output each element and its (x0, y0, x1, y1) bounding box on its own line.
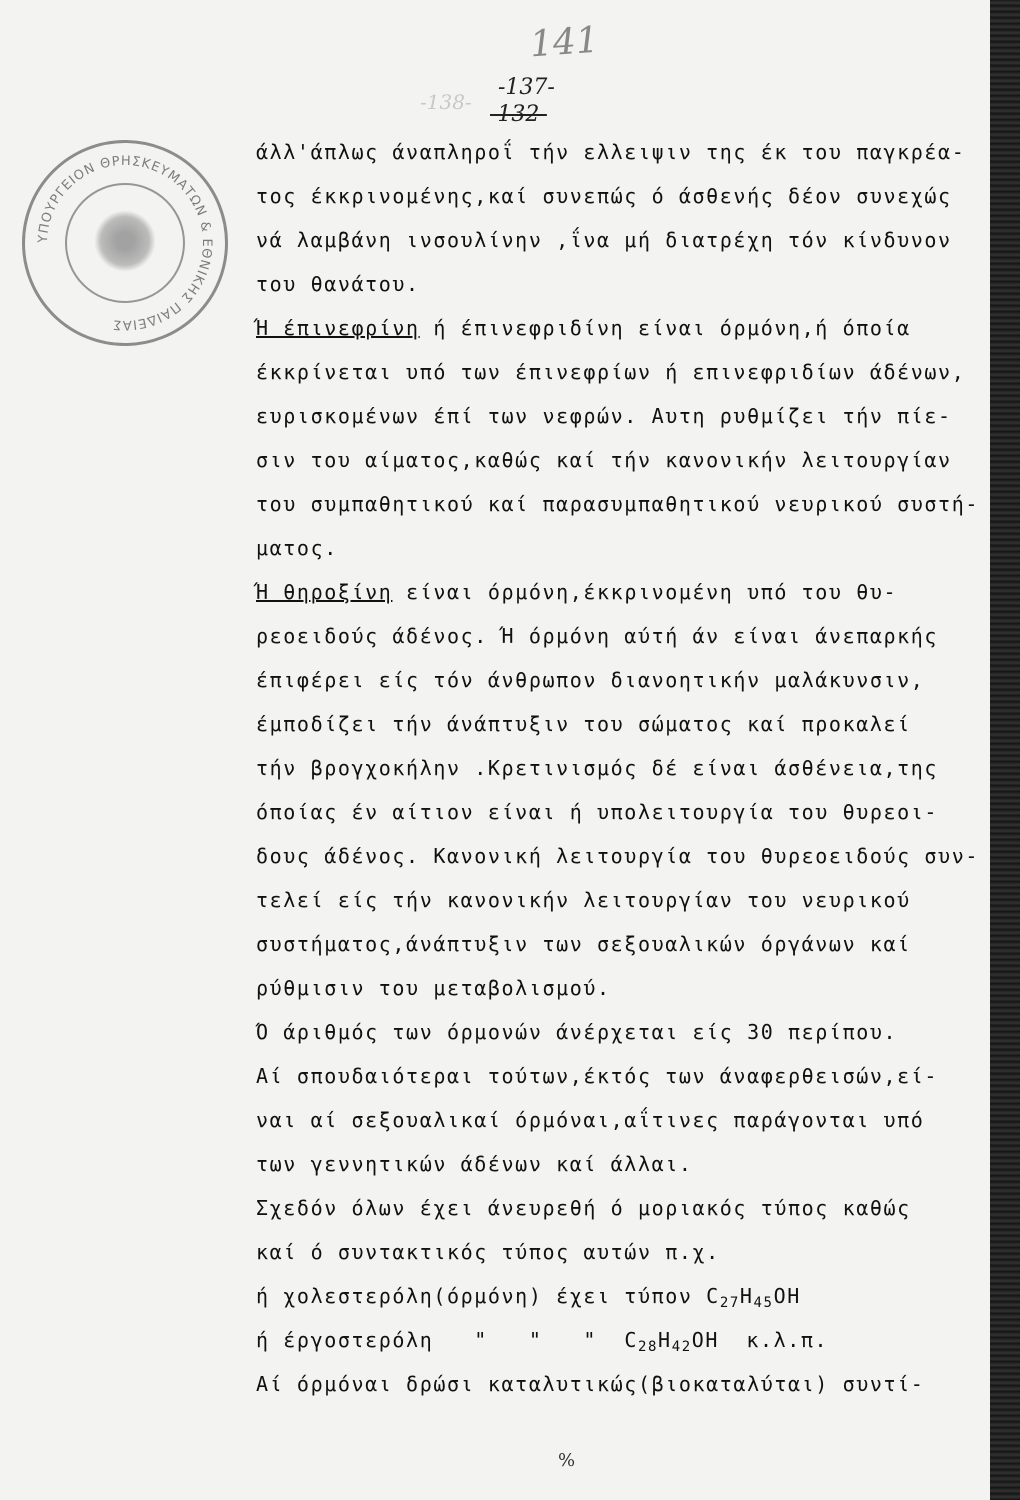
text-line: τος έκκρινομένης,καί συνεπώς ό άσθενής δέον συνεχώς (256, 184, 952, 208)
text-line: των γεννητικών άδένων καί άλλαι. (256, 1152, 693, 1176)
text-line: Σχεδόν όλων έχει άνευρεθή ό μοριακός τύπος καθώς (256, 1196, 911, 1220)
formula-subscript: 27 (719, 1295, 740, 1311)
text-line: ματος. (256, 536, 338, 560)
formula-subscript: 42 (671, 1339, 692, 1355)
text-line: ευρισκομένων έπί των νεφρών. Αυτη ρυθμίζει τήν πίε- (256, 404, 952, 428)
body-text (256, 130, 979, 1406)
text-line: ρύθμισιν του μεταβολισμού. (256, 976, 611, 1000)
text-line: έκκρίνεται υπό των έπινεφρίων ή επινεφριδίων άδένων, (256, 360, 966, 384)
formula-label: ή χολεστερόλη(όρμόνη) έχει τύπον (256, 1284, 707, 1308)
book-binding-edge (990, 0, 1020, 1500)
text-line: του θανάτου. (256, 272, 420, 296)
text-fragment: ή έπινεφριδίνη είναι όρμόνη,ή όποία (419, 316, 911, 340)
formula-ergosterol (256, 1318, 976, 1362)
text-line: τήν βρογχοκήλην .Κρετινισμός δέ είναι άσθένεια,της (256, 756, 939, 780)
text-line: όποίας έν αίτιον είναι ή υπολειτουργία του θυρεοι- (256, 800, 939, 824)
footer-mark: % (558, 1450, 576, 1471)
text-line: Αί σπουδαιότεραι τούτων,έκτός των άναφερθεισών,εί- (256, 1064, 939, 1088)
term-epinefrini: Ή έπινεφρίνη (256, 316, 420, 340)
crossed-out-page-number: -132- (490, 102, 547, 127)
text-line: άλλ'άπλως άναπληροΐ τήν ελλειψιν της έκ του παγκρέα- (256, 140, 966, 164)
stamp-text: ΥΠΟΥΡΓΕΙΟΝ ΘΡΗΣΚΕΥΜΑΤΩΝ & ΕΘΝΙΚΗΣ ΠΑΙΔΕΙΑΣ (35, 153, 215, 333)
text-line: έπιφέρει είς τόν άνθρωπον διανοητικήν μαλάκυνσιν, (256, 668, 925, 692)
formula-cholesterol (256, 1274, 976, 1318)
text-line: Αί όρμόναι δρώσι καταλυτικώς(βιοκαταλύται) συντί- (256, 1372, 925, 1396)
term-thyroxini: Ή θηροξίνη (256, 580, 393, 604)
formula-hydrogen: H (658, 1328, 672, 1352)
ministry-stamp (22, 140, 228, 346)
text-fragment: είναι όρμόνη,έκκρινομένη υπό του θυ- (392, 580, 898, 604)
formula-subscript: 28 (637, 1339, 659, 1355)
text-line: έμποδίζει τήν άνάπτυξιν του σώματος καί προκαλεί (256, 712, 911, 736)
formula-tail: OH κ.λ.π. (691, 1328, 829, 1352)
text-line: του συμπαθητικού καί παρασυμπαθητικού νευρικού συστή- (256, 492, 979, 516)
paragraph-thyroxini (256, 570, 976, 614)
coat-of-arms-icon (95, 209, 155, 273)
formula-carbon: C (624, 1328, 638, 1352)
text-line: Ό άριθμός των όρμονών άνέρχεται είς 30 περίπου. (256, 1020, 898, 1044)
text-line: καί ό συντακτικός τύπος αυτών π.χ. (256, 1240, 720, 1264)
text-line: σιν του αίματος,καθώς καί τήν κανονικήν λειτουργίαν (256, 448, 952, 472)
formula-subscript: 45 (753, 1295, 774, 1311)
text-line: ναι αί σεξουαλικαί όρμόναι,αΐτινες παράγονται υπό (256, 1108, 925, 1132)
text-line: ρεοειδούς άδένος. Ή όρμόνη αύτή άν είναι άνεπαρκής (256, 624, 939, 648)
formula-hydrogen: H (739, 1284, 754, 1308)
formula-carbon: C (706, 1284, 720, 1308)
text-line: νά λαμβάνη ινσουλίνην ,ΐνα μή διατρέχη τόν κίνδυνον (256, 228, 952, 252)
formula-tail: OH (773, 1284, 801, 1308)
formula-label: ή έργοστερόλη " " " (256, 1328, 625, 1352)
handwritten-page-number: 141 (528, 19, 601, 66)
text-line: δους άδένος. Κανονική λειτουργία του θυρεοειδούς συν- (256, 844, 979, 868)
text-line: συστήματος,άνάπτυξιν των σεξουαλικών όργάνων καί (256, 932, 911, 956)
typed-page-number: -137- (498, 75, 555, 100)
text-line: τελεί είς τήν κανονικήν λειτουργίαν του νευρικού (256, 888, 911, 912)
paragraph-epinefrini (256, 306, 976, 350)
faint-page-number: -138- (420, 90, 472, 114)
